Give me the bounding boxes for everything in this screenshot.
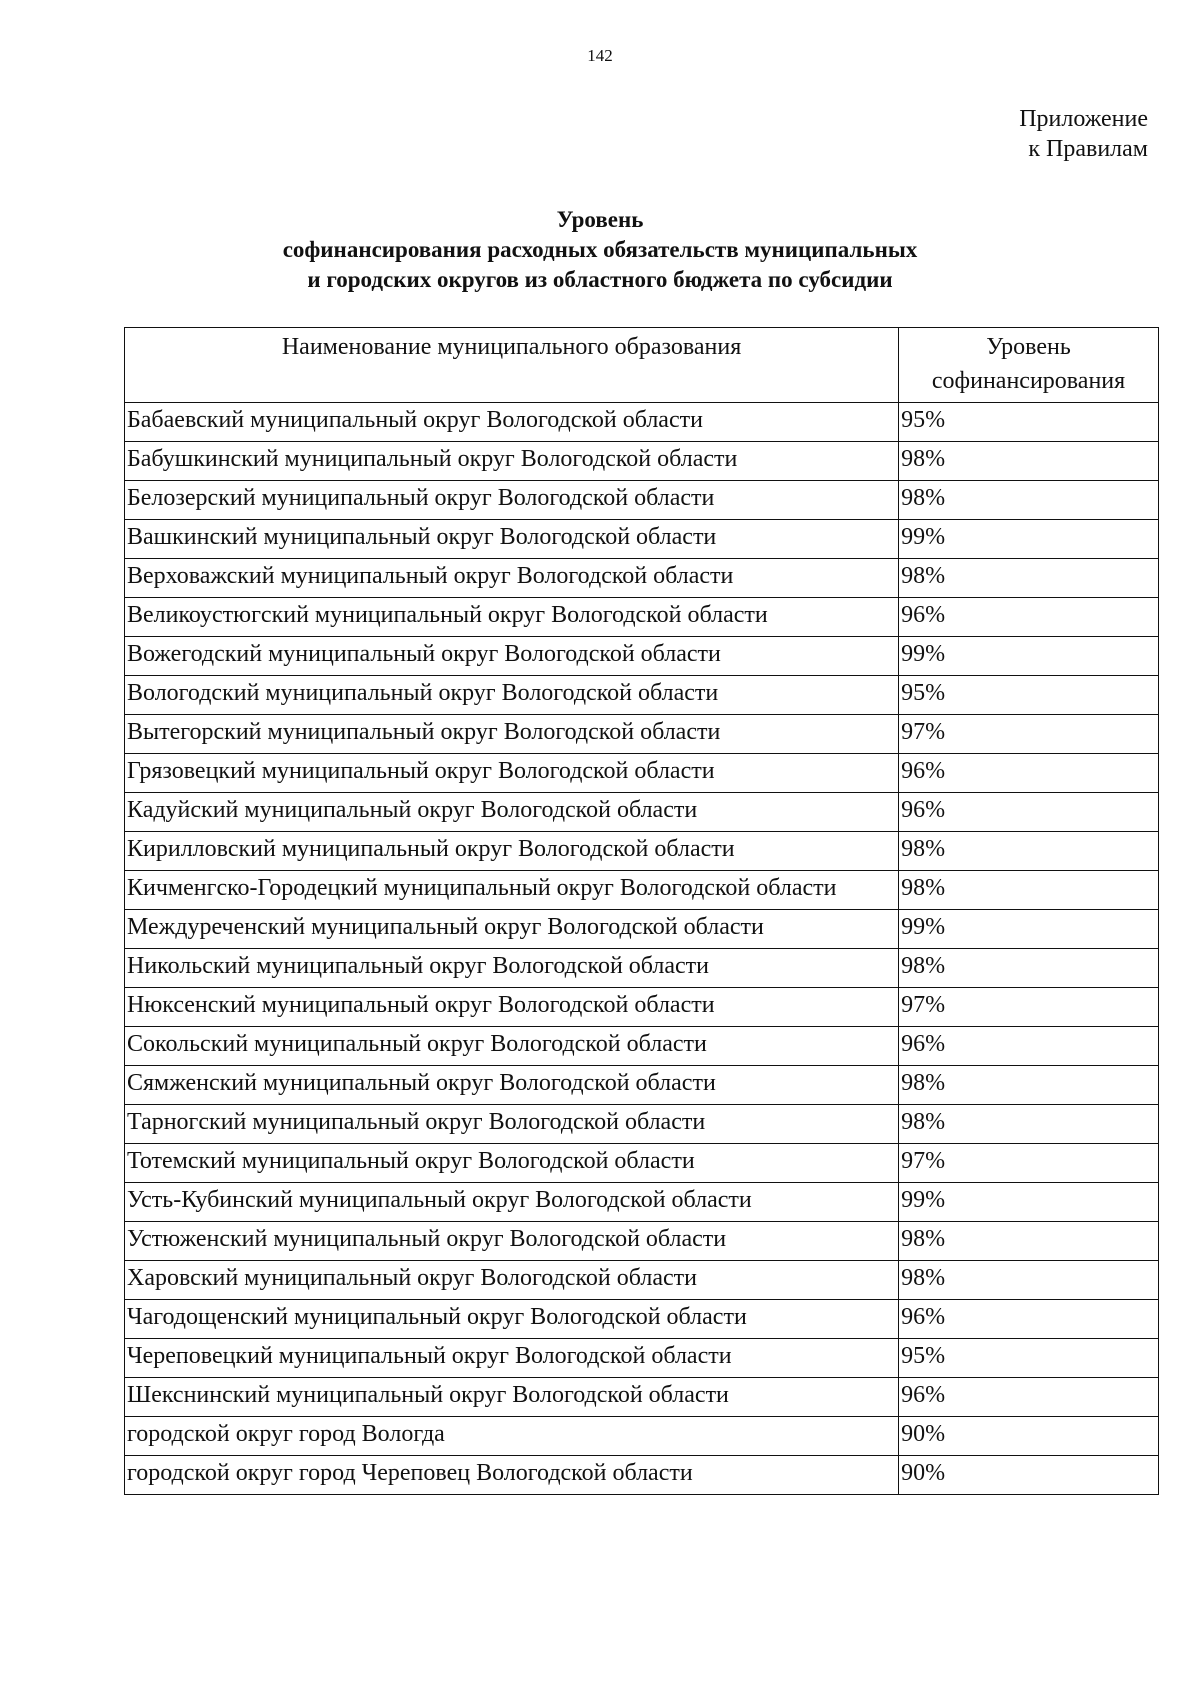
table-row — [125, 1339, 1159, 1378]
municipality-name-cell: Кирилловский муниципальный округ Вологодской области — [125, 832, 899, 871]
column-header-level — [899, 328, 1159, 403]
municipality-name-cell: Харовский муниципальный округ Вологодской области — [125, 1261, 899, 1300]
appendix-line-2: к Правилам — [1028, 136, 1148, 162]
municipality-name-cell: Нюксенский муниципальный округ Вологодской области — [125, 988, 899, 1027]
municipality-name-cell: Вашкинский муниципальный округ Вологодской области — [125, 520, 899, 559]
table-row — [125, 520, 1159, 559]
cofinancing-level-cell: 96% — [899, 754, 1159, 793]
table-row — [125, 637, 1159, 676]
table-row — [125, 442, 1159, 481]
municipality-name-cell: Череповецкий муниципальный округ Вологодской области — [125, 1339, 899, 1378]
cofinancing-level-cell: 98% — [899, 832, 1159, 871]
table-row — [125, 832, 1159, 871]
municipality-name-cell: городской округ город Вологда — [125, 1417, 899, 1456]
cofinancing-table — [124, 327, 1159, 1495]
cofinancing-level-cell: 98% — [899, 1066, 1159, 1105]
municipality-name-cell: Шекснинский муниципальный округ Вологодской области — [125, 1378, 899, 1417]
cofinancing-level-cell: 95% — [899, 403, 1159, 442]
municipality-name-cell: городской округ город Череповец Вологодской области — [125, 1456, 899, 1495]
cofinancing-level-cell: 98% — [899, 442, 1159, 481]
municipality-name-cell: Вологодский муниципальный округ Вологодской области — [125, 676, 899, 715]
column-header-level-line-1: Уровень — [986, 334, 1071, 360]
cofinancing-level-cell: 98% — [899, 481, 1159, 520]
municipality-name-cell: Великоустюгский муниципальный округ Вологодской области — [125, 598, 899, 637]
cofinancing-level-cell: 98% — [899, 949, 1159, 988]
document-title — [0, 205, 1200, 295]
cofinancing-level-cell: 97% — [899, 1144, 1159, 1183]
municipality-name-cell: Усть-Кубинский муниципальный округ Вологодской области — [125, 1183, 899, 1222]
cofinancing-level-cell: 98% — [899, 1261, 1159, 1300]
cofinancing-level-cell: 99% — [899, 637, 1159, 676]
municipality-name-cell: Тотемский муниципальный округ Вологодской области — [125, 1144, 899, 1183]
table-row — [125, 481, 1159, 520]
column-header-level-line-2: софинансирования — [931, 368, 1126, 394]
cofinancing-level-cell: 97% — [899, 988, 1159, 1027]
table-row — [125, 1417, 1159, 1456]
table-row — [125, 1261, 1159, 1300]
title-line-2: софинансирования расходных обязательств муниципальных — [282, 237, 918, 262]
cofinancing-level-cell: 96% — [899, 1027, 1159, 1066]
cofinancing-level-cell: 95% — [899, 1339, 1159, 1378]
table-row — [125, 988, 1159, 1027]
municipality-name-cell: Верховажский муниципальный округ Вологодской области — [125, 559, 899, 598]
title-line-3: и городских округов из областного бюджета по субсидии — [307, 267, 893, 292]
table-row — [125, 715, 1159, 754]
cofinancing-level-cell: 98% — [899, 1222, 1159, 1261]
table-row — [125, 676, 1159, 715]
table-row — [125, 559, 1159, 598]
table-row — [125, 1066, 1159, 1105]
table-row — [125, 403, 1159, 442]
municipality-name-cell: Тарногский муниципальный округ Вологодской области — [125, 1105, 899, 1144]
municipality-name-cell: Бабаевский муниципальный округ Вологодской области — [125, 403, 899, 442]
cofinancing-level-cell: 96% — [899, 1300, 1159, 1339]
municipality-name-cell: Грязовецкий муниципальный округ Вологодской области — [125, 754, 899, 793]
table-row — [125, 1378, 1159, 1417]
cofinancing-level-cell: 98% — [899, 871, 1159, 910]
column-header-name: Наименование муниципального образования — [125, 328, 899, 403]
table-row — [125, 1183, 1159, 1222]
cofinancing-level-cell: 99% — [899, 910, 1159, 949]
municipality-name-cell: Никольский муниципальный округ Вологодской области — [125, 949, 899, 988]
table-row — [125, 1300, 1159, 1339]
cofinancing-level-cell: 95% — [899, 676, 1159, 715]
table-row — [125, 1222, 1159, 1261]
municipality-name-cell: Кадуйский муниципальный округ Вологодской области — [125, 793, 899, 832]
cofinancing-level-cell: 90% — [899, 1456, 1159, 1495]
municipality-name-cell: Чагодощенский муниципальный округ Вологодской области — [125, 1300, 899, 1339]
table-row — [125, 949, 1159, 988]
municipality-name-cell: Устюженский муниципальный округ Вологодской области — [125, 1222, 899, 1261]
municipality-name-cell: Белозерский муниципальный округ Вологодской области — [125, 481, 899, 520]
table-row — [125, 1144, 1159, 1183]
municipality-name-cell: Кичменгско-Городецкий муниципальный округ Вологодской области — [125, 871, 899, 910]
municipality-name-cell: Сямженский муниципальный округ Вологодской области — [125, 1066, 899, 1105]
municipality-name-cell: Сокольский муниципальный округ Вологодской области — [125, 1027, 899, 1066]
table-row — [125, 1027, 1159, 1066]
table-row — [125, 754, 1159, 793]
table-row — [125, 598, 1159, 637]
table-row — [125, 910, 1159, 949]
municipality-name-cell: Вожегодский муниципальный округ Вологодской области — [125, 637, 899, 676]
title-line-1: Уровень — [556, 207, 644, 232]
page-number: 142 — [587, 46, 613, 65]
cofinancing-level-cell: 99% — [899, 520, 1159, 559]
municipality-name-cell: Вытегорский муниципальный округ Вологодской области — [125, 715, 899, 754]
table-header-row — [125, 328, 1159, 403]
municipality-name-cell: Бабушкинский муниципальный округ Вологодской области — [125, 442, 899, 481]
municipality-name-cell: Междуреченский муниципальный округ Вологодской области — [125, 910, 899, 949]
cofinancing-level-cell: 99% — [899, 1183, 1159, 1222]
cofinancing-level-cell: 96% — [899, 793, 1159, 832]
appendix-line-1: Приложение — [1019, 106, 1148, 132]
table-row — [125, 793, 1159, 832]
table-body — [125, 403, 1159, 1495]
cofinancing-level-cell: 98% — [899, 559, 1159, 598]
appendix-note — [1019, 104, 1148, 164]
cofinancing-level-cell: 98% — [899, 1105, 1159, 1144]
cofinancing-level-cell: 96% — [899, 1378, 1159, 1417]
cofinancing-level-cell: 96% — [899, 598, 1159, 637]
table-row — [125, 1105, 1159, 1144]
table-row — [125, 871, 1159, 910]
cofinancing-level-cell: 90% — [899, 1417, 1159, 1456]
table-row — [125, 1456, 1159, 1495]
cofinancing-level-cell: 97% — [899, 715, 1159, 754]
